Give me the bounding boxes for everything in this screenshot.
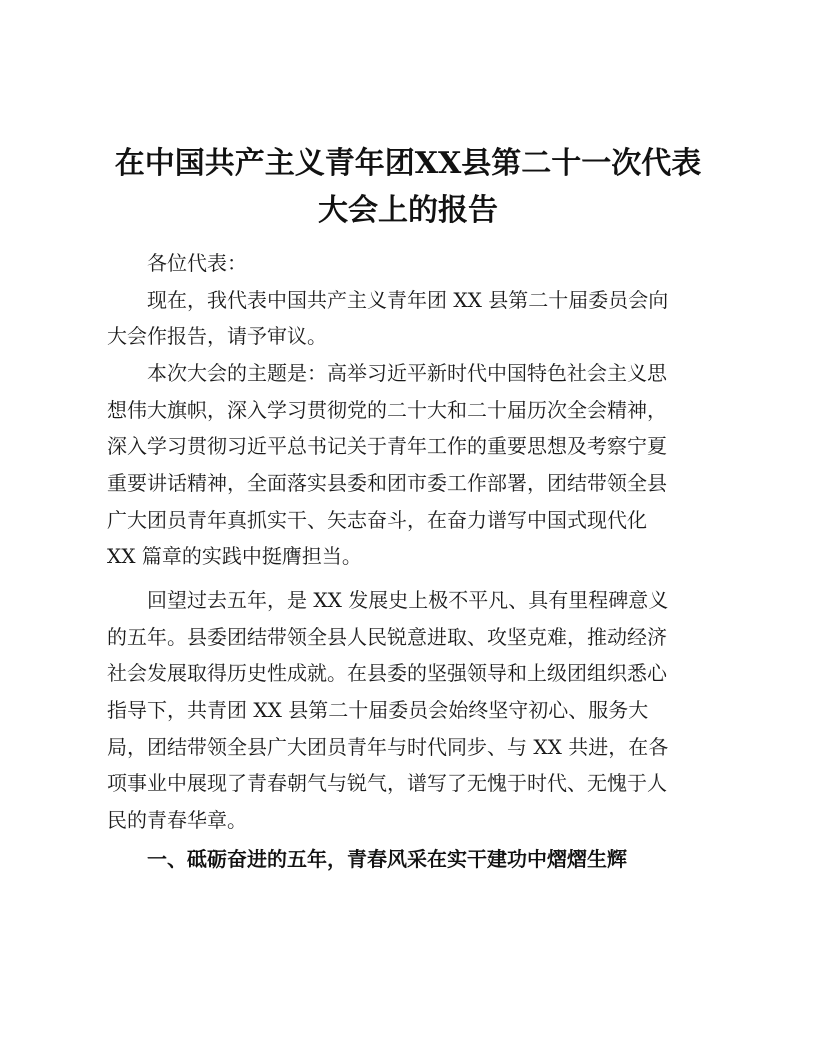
paragraph-line: 广大团员青年真抓实干、矢志奋斗，在奋力谱写中国式现代化 — [107, 508, 647, 532]
document-title-line-1: 在中国共产主义青年团XX县第二十一次代表 — [114, 146, 702, 181]
paragraph-line: 本次大会的主题是：高举习近平新时代中国特色社会主义思 — [147, 361, 667, 385]
paragraph-line: 民的青春华章。 — [107, 808, 247, 832]
paragraph-line: 的五年。县委团结带领全县人民锐意进取、攻坚克难，推动经济 — [107, 625, 667, 649]
paragraph-line: XX 篇章的实践中挺膺担当。 — [107, 544, 362, 568]
paragraph-line: 社会发展取得历史性成就。在县委的坚强领导和上级团组织悉心 — [107, 661, 667, 685]
paragraph-line: 深入学习贯彻习近平总书记关于青年工作的重要思想及考察宁夏 — [107, 434, 667, 458]
salutation: 各位代表： — [147, 251, 247, 275]
paragraph-line: 指导下，共青团 XX 县第二十届委员会始终坚守初心、服务大 — [107, 698, 649, 722]
paragraph-line: 局，团结带领全县广大团员青年与时代同步、与 XX 共进，在各 — [107, 735, 669, 759]
section-heading: 一、砥砺奋进的五年，青春风采在实干建功中熠熠生辉 — [147, 847, 627, 871]
paragraph-line: 回望过去五年，是 XX 发展史上极不平凡、具有里程碑意义 — [147, 588, 669, 612]
document-title-line-2: 大会上的报告 — [318, 193, 498, 228]
paragraph-line: 重要讲话精神，全面落实县委和团市委工作部署，团结带领全县 — [107, 471, 667, 495]
paragraph-line: 现在，我代表中国共产主义青年团 XX 县第二十届委员会向 — [147, 288, 669, 312]
paragraph-line: 项事业中展现了青春朝气与锐气，谱写了无愧于时代、无愧于人 — [107, 771, 667, 795]
paragraph-line: 想伟大旗帜，深入学习贯彻党的二十大和二十届历次全会精神， — [107, 398, 667, 422]
paragraph-line: 大会作报告，请予审议。 — [107, 324, 327, 348]
